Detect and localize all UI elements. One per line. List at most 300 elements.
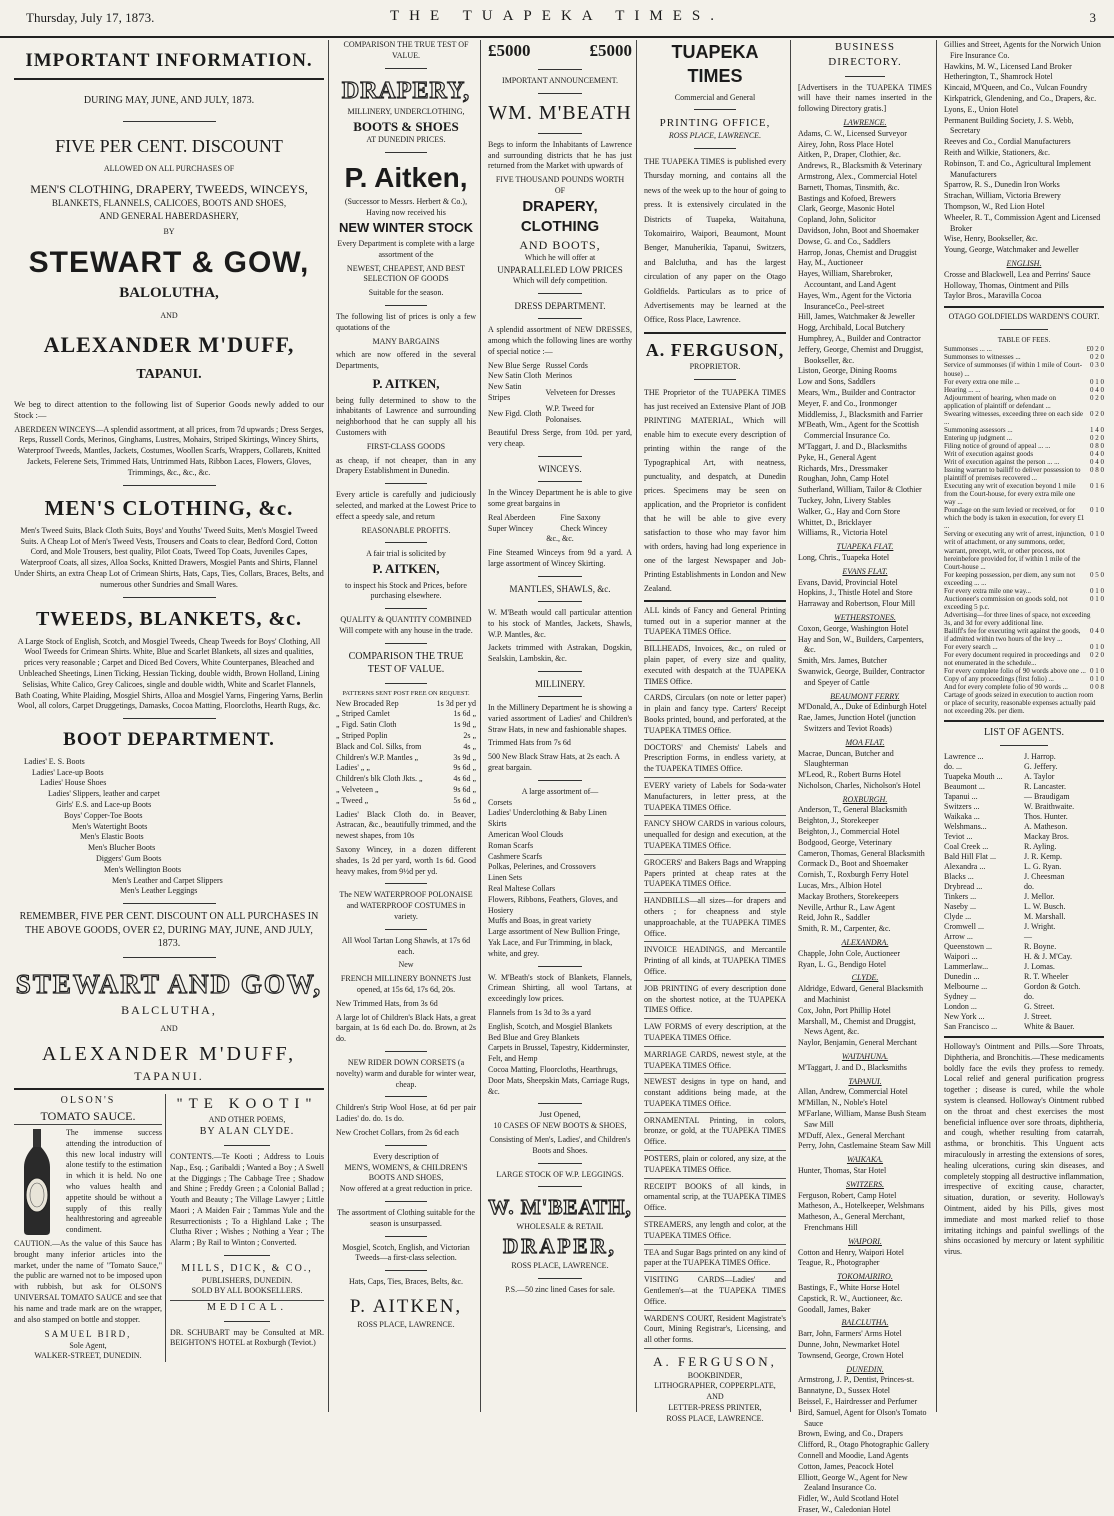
fee-row [944, 683, 1104, 691]
list-item: INVOICE HEADINGS, and Mercantile Printing of all kinds, at TUAPEKA TIMES Office. [644, 945, 786, 980]
directory-entry: Sparrow, R. S., Dunedin Iron Works [944, 180, 1060, 190]
directory-entry: Mackay Brothers, Storekeepers [798, 891, 899, 901]
directory-entry: Hayes, Wm., Agent for the Victoria InsuranceCo., Peel-street [798, 290, 912, 311]
boot-item: Ladies' Slippers, leather and carpet [48, 789, 160, 799]
column-business-directory [794, 40, 937, 1514]
boot-item: Men's Wellington Boots [104, 864, 182, 874]
compete-line: Will compete with any house in the trade. [339, 626, 473, 636]
olson-advert [14, 1094, 166, 1362]
winceys-heading: WINCEYS. [538, 464, 582, 475]
fee-amount: 0 1 0 [1090, 506, 1104, 515]
newspaper-title: THE TUAPEKA TIMES. [389, 8, 725, 24]
agent-name: White & Bauer. [1024, 1022, 1075, 1032]
agent-row [944, 922, 1104, 932]
fee-item: For every complete folio of 90 words above one ... [944, 667, 1086, 676]
during-line: DURING MAY, JUNE, AND JULY, 1873. [83, 94, 255, 106]
directory-entry: Pyke, H., General Agent [798, 452, 877, 462]
and-line: AND [160, 311, 178, 321]
agent-town: Switzers ... [944, 802, 980, 812]
clothing-assortment: The assortment of Clothing suitable for the season is unsurpassed. [337, 1207, 475, 1228]
agent-row [944, 882, 1104, 892]
directory-entry: Hunter, Thomas, Star Hotel [798, 1165, 887, 1175]
directory-entry: Lucas, Mrs., Albion Hotel [798, 881, 882, 891]
tweeds-heading: TWEEDS, BLANKETS, &c. [35, 607, 303, 630]
price-list-intro: The following list of prices is only a few quotations of the [336, 312, 476, 332]
mills-dick: MILLS, DICK, & CO., [181, 1263, 313, 1275]
saxony-wincey: Saxony Wincey, in a dozen different shades, 1s 2d per yard, worth 1s 6d. Good heavy makes, from 9½d per yd. [336, 845, 476, 876]
directory-entry: Wheeler, R. T., Commission Agent and Licensed Broker [944, 212, 1101, 233]
discount-heading: FIVE PER CENT. DISCOUNT [55, 136, 283, 157]
directory-entry: Cotton and Henry, Waipori Hotel [798, 1247, 905, 1257]
fee-item: Cartage of goods seized in execution to auction room or place of security, reasonable expenses actually paid not exceeding 20s. per diem. [944, 691, 1096, 716]
directory-entry: Hetherington, T., Shamrock Hotel [944, 72, 1053, 82]
directory-entry: Permanent Building Society, J. S. Webb, Secretary [944, 115, 1074, 136]
agent-town: Clyde ... [944, 912, 972, 922]
ross-place: ROSS PLACE, LAWRENCE. [357, 1319, 455, 1329]
directory-entry: Richards, Mrs., Dressmaker [798, 463, 888, 473]
fee-item: Hearing ... ... [944, 385, 981, 394]
directory-entry: Dunne, John, Newmarket Hotel [798, 1339, 900, 1349]
boot-item: Men's Leather Leggings [120, 886, 198, 896]
directory-entry: Copland, John, Solicitor [798, 215, 876, 225]
mens-text: Men's Tweed Suits, Black Cloth Suits, Boys' and Youths' Tweed Suits, Men's Mosgiel Tweed Suits. A Cheap Lot of Men's Tweed Vests, Trousers and Coats to clear, Bedford Cord, Cotton Cord, and Mole Trousers, best quality, Pilot Coats, Tweed Top Coats, Juveniles Capes, Waterproof Coats, all sizes, Alloa Socks, Knitted Drawers, Mosgiel Pants and Shirts, Flannel Under Shirts, an extra Cheap Lot of Crimean Shirts, Hats, Caps, Ties, Collars, Braces, Belts, and numerous other Sundries and Small Wares. [14, 525, 324, 589]
agent-row [944, 852, 1104, 862]
medical-heading: MEDICAL. [170, 1300, 324, 1315]
fee-item: Writ of execution against goods [944, 449, 1034, 458]
directory-entry: Whittet, D., Bricklayer [798, 517, 872, 527]
column-stewart-gow [10, 40, 329, 1412]
list-item: DOCTORS' and Chemists' Labels and Prescription Forms, in endless variety, at the TUAPEKA TIMES Office. [644, 743, 786, 778]
directory-entry: M'Farlane, William, Manse Bush Steam Saw Mill [798, 1109, 927, 1129]
agent-row [944, 862, 1104, 872]
agent-row [944, 802, 1104, 812]
list-item: EVERY variety of Labels for Soda-water Manufacturers, in letter press, at the TUAPEKA TIMES Office. [644, 781, 786, 816]
fee-amount: 0 1 0 [1090, 675, 1104, 684]
directory-entry: Crosse and Blackwell, Lea and Perrins' Sauce [944, 269, 1091, 279]
table-row: „ Velveteen „ 9s 6d „ [336, 785, 476, 795]
fee-item: Serving or executing any writ of arrest, injunction, writ of attachment, or any summons, order, warrant, precept, writ, or other process, not hereinbefore provided for, if within 1 mile of the Court-house ... [944, 530, 1086, 571]
commercial-line: Commercial and General [674, 92, 756, 102]
boot-heading: BOOT DEPARTMENT. [63, 729, 275, 751]
table-row: Real Aberdeen Fine Saxony [488, 512, 601, 522]
directory-entry: Clifford, R., Otago Photographic Gallery [798, 1440, 930, 1450]
cheap-line: as cheap, if not cheaper, than in any Drapery Establishment in Dunedin. [336, 455, 476, 476]
boot-item: Diggers' Gum Boots [96, 854, 162, 864]
balclutha-line: BALOLUTHA, [119, 285, 219, 301]
comparison-top: COMPARISON THE TRUE TEST OF VALUE. [343, 40, 469, 60]
waterproof-line: The NEW WATERPROOF POLONAISE and WATERPROOF COSTUMES in variety. [339, 890, 473, 921]
directory-section-heading: WAIKAKA. [846, 1155, 884, 1165]
agent-town: Tuapeka Mouth ... [944, 772, 1003, 782]
aitken-heading-4: P. AITKEN, [349, 1295, 463, 1317]
new-label: New [398, 960, 414, 970]
defy-line: Which will defy competition. [512, 276, 608, 286]
masthead [0, 0, 1114, 38]
directory-entry: Teague, R., Photographer [798, 1258, 880, 1268]
directory-entry: Dowse, G. and Co., Saddlers [798, 236, 891, 246]
fee-item: Auctioneer's commission on goods sold, not exceeding 5 p.c. [944, 594, 1068, 611]
directory-entry: Cameron, Thomas, General Blacksmith [798, 848, 925, 858]
fee-row [944, 394, 1104, 410]
agent-town: Cromwell ... [944, 922, 984, 932]
begs-text: Begs to inform the Inhabitants of Lawrence and surrounding districts that he has just returned from the Market with upwards of [488, 139, 632, 171]
agent-town: Bald Hill Flat ... [944, 852, 996, 862]
boot-list [14, 757, 324, 897]
and-boots: AND BOOTS, [519, 238, 601, 253]
directory-entry: Tuckey, John, Livery Stables [798, 495, 891, 505]
directory-entry: Bastings and Kofoed, Brewers [798, 193, 896, 203]
ps-line: P.S.—50 zinc lined Cases for sale. [505, 1284, 615, 1294]
directory-entry: Perry, John, Castlemaine Steam Saw Mill [798, 1141, 932, 1151]
directory-entry: Jeffery, George, Chemist and Druggist, Bookseller, &c. [798, 344, 924, 365]
fee-item: Writ of execution against the person ... ... [944, 458, 1060, 467]
directory-entry: Cox, John, Port Phillip Hotel [798, 1005, 891, 1015]
list-item: JOB PRINTING of every description done on the shortest notice, at the TUAPEKA TIMES Office. [644, 984, 786, 1019]
agent-name: A. Taylor [1024, 772, 1055, 782]
fee-amount: 0 2 0 [1090, 433, 1104, 442]
agent-name: M. Marshall. [1024, 912, 1066, 922]
agent-town: Melbourne ... [944, 982, 988, 992]
dress-department: DRESS DEPARTMENT. [514, 301, 606, 312]
fee-amount: 0 4 0 [1090, 449, 1104, 458]
directory-entry: Taylor Bros., Maravilla Cocoa [944, 291, 1042, 301]
directory-entry: Ferguson, Robert, Camp Hotel [798, 1190, 897, 1200]
jackets-text: Jackets trimmed with Astrakan, Dogskin, Sealskin, Lambskin, &c. [488, 643, 632, 664]
fee-row [944, 691, 1104, 715]
directory-entry: Airey, John, Ross Place Hotel [798, 139, 894, 149]
important-announcement: IMPORTANT ANNOUNCEMENT. [502, 75, 618, 85]
dress-table [488, 361, 632, 426]
agent-name: Gordon & Gotch. [1024, 982, 1081, 992]
list-item: Real Maltese Collars [488, 883, 556, 893]
directory-entry: Macrae, Duncan, Butcher and Slaughterman [798, 748, 894, 769]
agent-row [944, 972, 1104, 982]
list-item: Corsets [488, 797, 512, 807]
directory-entry: Williams, R., Victoria Hotel [798, 528, 888, 538]
leggings-line: LARGE STOCK OF W.P. LEGGINGS. [496, 1169, 624, 1179]
children-hats: A large lot of Children's Black Hats, a great bargain, at 1s 6d each Do. do. Brown, at 2s do. [336, 1012, 476, 1044]
published-text: THE TUAPEKA TIMES is published every Thursday morning, and contains all the news of the week up to the hour of going to press. It is extensively circulated in the Districts of Tuapeka, Waitahuna, Tokomairiro, Waipori, Beaumont, Mount Benger, Manuherikia, Tapanui, Switzers, and Balclutha, and has the largest circulation of any paper on the Otago Goldfields. Particulars as to price of Advertisements may be learned at the Office, Ross Place, Lawrence. [644, 157, 786, 325]
mcduff-heading: ALEXANDER M'DUFF, [43, 332, 295, 358]
directory-entry: Armstrong, J. P., Dentist, Princes-st. [798, 1375, 914, 1385]
agent-town: Dunedin ... [944, 972, 980, 982]
directory-section-heading: TOKOMAIRIRO. [837, 1272, 893, 1282]
list-item: TEA and Sugar Bags printed on any kind of paper at the TUAPEKA TIMES Office. [644, 1248, 786, 1273]
fee-row [944, 353, 1104, 361]
agent-row [944, 872, 1104, 882]
agent-name: J. Mellor. [1024, 892, 1055, 902]
agent-town: Tapanui ... [944, 792, 978, 802]
kooti-title: "TE KOOTI" [176, 1096, 318, 1113]
page-number: 3 [1089, 10, 1096, 25]
table-row: Black and Col. Silks, from 4s „ [336, 741, 476, 751]
fee-item: Poundage on the sum levied or received, or for which the body is taken in execution, for every £1 ... [944, 506, 1085, 531]
directory-section-heading: TAPANUI. [848, 1076, 882, 1086]
olson-text: The immense success attending the introduction of this new local industry will alone testify to the estimation in which it is held. No one who values health and appetite should be without a supply of this really healthrestoring and agreeable condiment. [66, 1128, 162, 1235]
samuel-bird: SAMUEL BIRD, [44, 1329, 132, 1340]
directory-entry: Capstick, R. W., Auctioneer, &c. [798, 1293, 903, 1303]
hose-line: Children's Strip Wool Hose, at 6d per pair Ladies' do. do. 1s do. [336, 1103, 476, 1124]
sole-agent: Sole Agent, [69, 1340, 107, 1350]
fee-amount: 0 1 0 [1090, 594, 1104, 603]
bookbinder-line: BOOKBINDER, [687, 1370, 743, 1380]
price-table [336, 699, 476, 807]
directory-entry: Harrop, Jonas, Chemist and Druggist [798, 247, 917, 257]
agent-town: San Francisco ... [944, 1022, 998, 1032]
directory-entry: Naylor, Benjamin, General Merchant [798, 1038, 917, 1048]
agent-name: H. & J. M'Cay. [1024, 952, 1073, 962]
newest-selection: NEWEST, CHEAPEST, AND BEST SELECTION OF GOODS [346, 263, 466, 284]
flannels-line: Flannels from 1s 3d to 3s a yard [488, 1007, 591, 1017]
directory-entry: Swanwick, George, Builder, Contractor and Speyer of Cattle [798, 666, 925, 687]
agent-town: Tinkers ... [944, 892, 977, 902]
directory-entry: Gillies and Street, Agents for the Norwich Union Fire Insurance Co. [944, 40, 1101, 60]
directory-entry: Andrews, R., Blacksmith & Veterinary [798, 161, 923, 171]
olson-title: OLSON'S [60, 1095, 116, 1107]
list-item: Cashmere Scarfs [488, 851, 542, 861]
cases-line: 10 CASES OF NEW BOOTS & SHOES, [493, 1121, 627, 1131]
table-row: Super Wincey Check Wincey [488, 523, 608, 533]
agent-town: Waipori ... [944, 952, 978, 962]
fee-amount: 0 4 0 [1090, 385, 1104, 394]
list-item: RECEIPT BOOKS of all kinds, in ornamental scrip, at the TUAPEKA TIMES Office. [644, 1182, 786, 1217]
directory-entry: Cornish, T., Roxburgh Ferry Hotel [798, 870, 909, 880]
directory-entry: Davidson, John, Boot and Shoemaker [798, 226, 919, 236]
english-entries [944, 270, 1104, 302]
trimmed-hats: Trimmed Hats from 7s 6d [488, 738, 571, 748]
table-row: Children's blk Cloth Jkts. „ 4s 6d „ [336, 774, 476, 784]
table-row: „ Striped Poplin 2s „ [336, 731, 476, 741]
fee-item: Entering up judgment ... [944, 433, 1013, 442]
list-item: Muffs and Boas, in great variety [488, 916, 592, 926]
many-bargains: MANY BARGAINS [372, 336, 440, 346]
agent-town: London ... [944, 1002, 977, 1012]
fee-item: Summonses to witnesses ... [944, 353, 1021, 362]
fee-row [944, 506, 1104, 530]
boot-item: Girls' E.S. and Lace-up Boots [56, 800, 152, 810]
tuapeka-times-heading: TUAPEKA TIMES [671, 42, 759, 87]
beautiful-serge: Beautiful Dress Serge, from 10d. per yard, very cheap. [488, 428, 632, 449]
directory-entry: Young, George, Watchmaker and Jeweller [944, 245, 1079, 255]
directory-entry: Middlemiss, J., Blacksmith and Farrier [798, 409, 923, 419]
comparison-heading: COMPARISON THE TRUE TEST OF VALUE. [348, 650, 464, 676]
fully-determined: being fully determined to show to the inhabitants of Lawrence and surrounding neighborhood that he can supply all his Customers with [336, 395, 476, 437]
tartan-line: All Wool Tartan Long Shawls, at 17s 6d each. [341, 935, 471, 956]
list-item: STREAMERS, any length and color, at the TUAPEKA TIMES Office. [644, 1220, 786, 1245]
drapery-heading: DRAPERY, [341, 77, 471, 104]
directory-heading: BUSINESS DIRECTORY. [828, 41, 902, 68]
directory-entry: Kincaid, M'Queen, and Co., Vulcan Foundry [944, 83, 1088, 93]
column-directory-continued [940, 40, 1108, 1412]
boot-item: Men's Leather and Carpet Slippers [112, 875, 223, 885]
fee-amount: 0 1 0 [1090, 530, 1104, 539]
fee-row [944, 442, 1104, 450]
and-line-2: AND [160, 1024, 178, 1034]
directory-entry: M'Donald, A., Duke of Edinburgh Hotel [798, 702, 927, 712]
agent-town: Alexandra ... [944, 862, 986, 872]
just-opened: Just Opened, [539, 1110, 581, 1120]
flannel-list [488, 1022, 632, 1098]
fee-amount: 0 0 8 [1090, 683, 1104, 692]
ross-place-line: ROSS PLACE, LAWRENCE. [668, 131, 762, 141]
fee-amount: 0 1 0 [1090, 377, 1104, 386]
directory-section-heading: CLYDE. [851, 973, 879, 983]
fee-amount: 0 2 0 [1090, 353, 1104, 362]
fee-amount: 0 1 0 [1090, 667, 1104, 676]
directory-entry: Sutherland, William, Tailor & Clothier [798, 485, 922, 495]
directory-entry: Fraser, W., Caledonian Hotel [798, 1504, 891, 1514]
schubart-text: DR. SCHUBART may be Consulted at MR. BEIGHTON'S HOTEL at Roxburgh (Teviot.) [170, 1327, 324, 1348]
remember-text: REMEMBER, FIVE PER CENT. DISCOUNT ON ALL PURCHASES IN THE ABOVE GOODS, OVER £2, DURING MAY, JUNE, AND JULY, 1873. [19, 911, 319, 950]
fee-row [944, 466, 1104, 482]
fee-amount: £0 2 0 [1086, 345, 1104, 354]
agent-row [944, 1002, 1104, 1012]
directory-entry: Hogg, Archibald, Local Butchery [798, 323, 905, 333]
olson-caution: CAUTION.—As the value of this Sauce has brought many inferior articles into the market, under the name of "Tomato Sauce," the public are warned not to be imposed upon with rubbish, but ask for OLSON'S UNIVERSAL TOMATO SAUCE and see that his name and trade mark are on the wrapper, and also stamped on bottle and stopper. [14, 1239, 162, 1324]
directory-entry: Reith and Wilkie, Stationers, &c. [944, 147, 1050, 157]
fee-amount: 0 1 6 [1090, 482, 1104, 491]
list-item: Skirts [488, 819, 507, 829]
agent-row [944, 982, 1104, 992]
directory-section-heading: BALCLUTHA. [841, 1318, 889, 1328]
fee-item: Service of summonses (if within 1 mile of Court-house) ... [944, 361, 1083, 378]
quality-combined: QUALITY & QUANTITY COMBINED [340, 615, 472, 625]
every-description: Every description of [373, 1151, 439, 1161]
agent-name: Mackay Bros. [1024, 832, 1069, 842]
directory-entry: Reeves and Co., Cordial Manufacturers [944, 137, 1071, 147]
list-item: Linen Sets [488, 873, 522, 883]
and-line-3: AND [706, 1392, 724, 1402]
directory-entry: Smith, R. M., Carpenter, &c. [798, 924, 891, 934]
boots-shoes-heading: BOOTS & SHOES [353, 118, 459, 134]
agent-name: Thos. Hunter. [1024, 812, 1068, 822]
agents-list [944, 752, 1104, 1032]
fee-row [944, 651, 1104, 667]
agent-name: W. Braithwaite. [1024, 802, 1075, 812]
mills-sold: SOLD BY ALL BOOKSELLERS. [191, 1286, 303, 1296]
agent-row [944, 822, 1104, 832]
list-item: WARDEN'S COURT, Resident Magistrate's Court, Mining Registrar's, Licensing, and all other forms. [644, 1314, 786, 1349]
fee-item: Copy of any proceedings (first folio) ... [944, 675, 1054, 684]
agent-row [944, 932, 1104, 942]
fee-item: For every extra one mile ... [944, 377, 1020, 386]
agent-row [944, 772, 1104, 782]
fee-item: Issuing warrant to bailiff to deliver possession to plaintiff of premises recovered ... [944, 466, 1081, 483]
directory-entry: Beighton, J., Commercial Hotel [798, 827, 900, 837]
agent-town: Welshmans... [944, 822, 987, 832]
fee-amount: 0 8 0 [1090, 466, 1104, 475]
new-winter-stock: NEW WINTER STOCK [338, 219, 474, 235]
ross-place-3: ROSS PLACE, LAWRENCE. [666, 1413, 764, 1423]
agent-row [944, 1022, 1104, 1032]
agent-name: J. Harrop. [1024, 752, 1056, 762]
large-assortment: A large assortment of— [521, 786, 599, 796]
directory-entry: M'Beath, Wm., Agent for the Scottish Commercial Insurance Co. [798, 420, 919, 441]
fee-row [944, 667, 1104, 675]
millinery-line: MILLINERY, UNDERCLOTHING, [347, 106, 465, 116]
list-item: English, Scotch, and Mosgiel Blankets [488, 1021, 612, 1031]
directory-entry: Matheson, A., Hotelkeeper, Welshmans [798, 1201, 925, 1211]
directory-entry: Wise, Henry, Bookseller, &c. [944, 234, 1038, 244]
ferguson-heading: A. FERGUSON, [645, 339, 785, 360]
stewart-gow-heading: STEWART & GOW, [28, 245, 310, 279]
column-tuapeka-times [640, 40, 791, 1423]
hats-caps: Hats, Caps, Ties, Braces, Belts, &c. [349, 1277, 463, 1287]
list-item: GROCERS' and Bakers Bags and Wrapping Papers printed at cheap rates at the TUAPEKA TIMES Office. [644, 858, 786, 893]
directory-entry: Brown, Ewing, and Co., Drapers [798, 1429, 903, 1439]
directory-section-heading: MOA FLAT. [845, 737, 885, 747]
tapanui-line: TAPANUI. [136, 366, 202, 382]
agent-name: J. Cheesman [1024, 872, 1065, 882]
agent-name: R. Lancaster. [1024, 782, 1066, 792]
allowed-line: ALLOWED ON ALL PURCHASES OF [103, 164, 235, 174]
steamed-winceys: Fine Steamed Winceys from 9d a yard. A large assortment of Wincey Skirting. [488, 548, 632, 568]
directory-entry: Fidler, W., Auld Scotland Hotel [798, 1494, 899, 1504]
directory-section-heading: WAITAHUNA. [841, 1052, 889, 1062]
agent-name: R. Ayling. [1024, 842, 1057, 852]
corsets-line: NEW RIDER DOWN CORSETS (a novelty) warm and durable for winter wear, cheap. [336, 1057, 476, 1089]
directory-entry: Bastings, F., White Horse Hotel [798, 1282, 900, 1292]
directory-section-heading: EVANS FLAT. [842, 566, 888, 576]
directory-section-heading: WETHERSTONES. [834, 612, 896, 622]
items-line-2: BLANKETS, FLANNELS, CALICOES, BOOTS AND SHOES, [51, 198, 287, 209]
lithographer-line: LITHOGRAPHER, COPPERPLATE, [654, 1381, 776, 1391]
table-row: Ladies' „ „ 9s 6d „ [336, 763, 476, 773]
directory-entry: Bodgood, George, Veterinary [798, 837, 892, 847]
agent-row [944, 902, 1104, 912]
boot-item: Ladies' House Shoes [40, 778, 107, 788]
directory-entry: Adams, C. W., Licensed Surveyor [798, 128, 907, 138]
directory-entry: Meyer, F. and Co., Ironmonger [798, 398, 898, 408]
directory-entry: Hawkins, M. W., Licensed Land Broker [944, 61, 1072, 71]
fee-row [944, 450, 1104, 458]
directory-entry: Hay and Son, W., Builders, Carpenters, &c. [798, 634, 924, 655]
boot-item: Men's Watertight Boots [72, 821, 148, 831]
list-item: Flowers, Ribbons, Feathers, Gloves, and Hosiery [488, 894, 618, 915]
agent-town: Coal Creek ... [944, 842, 989, 852]
agent-name: R. T. Wheeler [1024, 972, 1069, 982]
fee-row [944, 571, 1104, 587]
agent-name: L. W. Busch. [1024, 902, 1066, 912]
fee-item: Swearing witnesses, exceeding three on each side ... [944, 409, 1083, 426]
agent-row [944, 952, 1104, 962]
black-cloth: Ladies' Black Cloth do. in Beaver, Astracan, &c., beautifully trimmed, and the newest shapes, from 10s [336, 809, 476, 841]
directory-entry: Long, Chris., Tuapeka Hotel [798, 552, 890, 562]
fee-item: Executing any writ of execution beyond 1 mile from the Court-house, for every extra mile one way ... [944, 482, 1076, 507]
inspect-line: to inspect his Stock and Prices, before purchasing elsewhere. [345, 580, 467, 601]
agent-town: Lawrence ... [944, 752, 984, 762]
directory-entry: Townsend, George, Crown Hotel [798, 1350, 904, 1360]
first-class-goods: FIRST-CLASS GOODS [366, 441, 446, 451]
list-item: ALL kinds of Fancy and General Printing turned out in a superior manner at the TUAPEKA TIMES Office. [644, 606, 786, 641]
directory-section-heading: DUNEDIN. [846, 1364, 884, 1374]
directory-entry: Rae, James, Junction Hotel (junction Switzers and Teviot Roads) [798, 713, 916, 733]
agents-heading: LIST OF AGENTS. [983, 726, 1065, 738]
agent-name: do. [1024, 882, 1034, 892]
list-item: Polkas, Pelerines, and Crossovers [488, 862, 596, 872]
directory-entry: Cormack D., Boot and Shoemaker [798, 859, 909, 869]
list-item: Large assortment of New Bullion Fringe, Yak Lace, and Fur Trimming, in black, white, and grey. [488, 927, 620, 958]
list-item: LAW FORMS of every description, at the TUAPEKA TIMES Office. [644, 1022, 786, 1047]
list-item: Bed Blue and Grey Blankets [488, 1032, 580, 1042]
directory-entry: Armstrong, Alex., Commercial Hotel [798, 172, 918, 182]
list-item: Ladies' Underclothing & Baby Linen [488, 808, 607, 818]
wm-mbeath-big: W. M'BEATH, [488, 1195, 632, 1220]
five-thousand: FIVE THOUSAND POUNDS WORTH [495, 175, 625, 185]
directory-entry: M'Taggart, J. and D., Blacksmiths [798, 441, 907, 451]
fee-row [944, 587, 1104, 595]
important-heading: IMPORTANT INFORMATION. [25, 50, 313, 71]
